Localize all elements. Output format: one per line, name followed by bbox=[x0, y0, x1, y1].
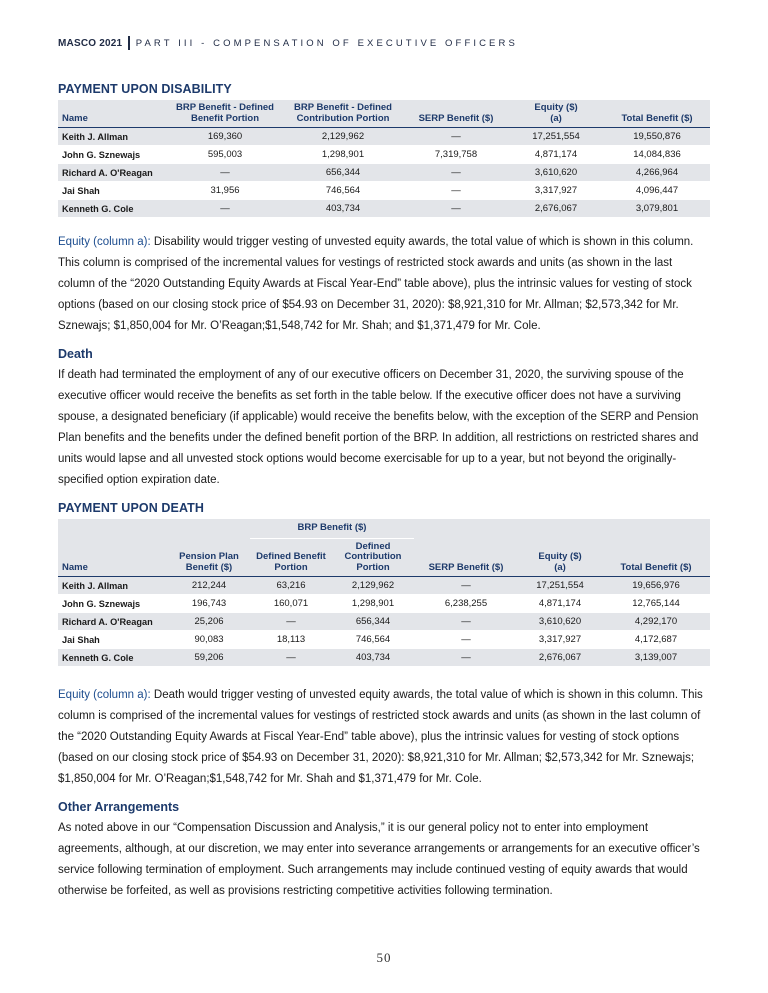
value-cell: — bbox=[414, 613, 518, 631]
death-heading: Death bbox=[58, 347, 93, 361]
value-cell: 17,251,554 bbox=[518, 577, 602, 595]
value-cell: 595,003 bbox=[168, 146, 282, 164]
other-arrangements-heading: Other Arrangements bbox=[58, 800, 180, 814]
value-cell: 3,079,801 bbox=[604, 200, 710, 218]
column-header: Total Benefit ($) bbox=[604, 100, 710, 128]
section-title: PART III - COMPENSATION OF EXECUTIVE OFFICERS bbox=[135, 37, 518, 49]
disability-table-title: PAYMENT UPON DISABILITY bbox=[58, 82, 232, 96]
value-cell: 31,956 bbox=[168, 182, 282, 200]
value-cell: 4,172,687 bbox=[602, 631, 710, 649]
brp-group-header: BRP Benefit ($) bbox=[250, 519, 414, 538]
header-divider bbox=[128, 36, 130, 50]
value-cell: 196,743 bbox=[168, 595, 250, 613]
row-name-cell: Kenneth G. Cole bbox=[58, 200, 168, 218]
value-cell: 14,084,836 bbox=[604, 146, 710, 164]
value-cell: 6,238,255 bbox=[414, 595, 518, 613]
column-header: SERP Benefit ($) bbox=[404, 100, 508, 128]
table-row bbox=[58, 577, 710, 595]
value-cell: 746,564 bbox=[332, 631, 414, 649]
table-row bbox=[58, 146, 710, 164]
row-name-cell: Richard A. O'Reagan bbox=[58, 613, 168, 631]
value-cell: — bbox=[414, 631, 518, 649]
value-cell: 17,251,554 bbox=[508, 128, 604, 146]
column-header: Total Benefit ($) bbox=[602, 538, 710, 577]
column-header: Defined Benefit Portion bbox=[250, 538, 332, 577]
value-cell: 59,206 bbox=[168, 649, 250, 667]
table-row bbox=[58, 613, 710, 631]
value-cell: 1,298,901 bbox=[332, 595, 414, 613]
disability-equity-note bbox=[58, 232, 710, 337]
death-paragraph: If death had terminated the employment of any of our executive officers on December 31, 2020, the surviving spouse of the executive officer would receive the benefits as set forth in the table below. If the executive officer does not have a surviving spouse, a designated beneficiary (if applicable) would receive the benefits below, with the exception of the SERP and Pension Plan benefits and the benefits under the defined benefit portion of the BRP. In addition, all restrictions on restricted shares and units would lapse and all unvested stock options would become exercisable for up to a year, but not beyond the originally-specified option expiration date. bbox=[58, 369, 699, 486]
value-cell: 2,676,067 bbox=[518, 649, 602, 667]
page-content bbox=[58, 82, 710, 902]
value-cell: 18,113 bbox=[250, 631, 332, 649]
value-cell: — bbox=[250, 613, 332, 631]
row-name-cell: Richard A. O'Reagan bbox=[58, 164, 168, 182]
value-cell: 19,550,876 bbox=[604, 128, 710, 146]
value-cell: 4,292,170 bbox=[602, 613, 710, 631]
column-header: Defined Contribution Portion bbox=[332, 538, 414, 577]
column-header: BRP Benefit - Defined Contribution Portion bbox=[282, 100, 404, 128]
column-header: Name bbox=[58, 538, 168, 577]
value-cell: 4,266,964 bbox=[604, 164, 710, 182]
value-cell: 656,344 bbox=[282, 164, 404, 182]
death-table-title: PAYMENT UPON DEATH bbox=[58, 501, 205, 515]
row-name-cell: Kenneth G. Cole bbox=[58, 649, 168, 667]
value-cell: 746,564 bbox=[282, 182, 404, 200]
value-cell: 169,360 bbox=[168, 128, 282, 146]
death-table-group-row bbox=[58, 519, 710, 538]
row-name-cell: Jai Shah bbox=[58, 182, 168, 200]
value-cell: 3,317,927 bbox=[508, 182, 604, 200]
value-cell: 4,871,174 bbox=[518, 595, 602, 613]
column-header: Equity ($) (a) bbox=[508, 100, 604, 128]
value-cell: 90,083 bbox=[168, 631, 250, 649]
death-table-header bbox=[58, 538, 710, 577]
value-cell: 2,676,067 bbox=[508, 200, 604, 218]
value-cell: — bbox=[250, 649, 332, 667]
value-cell: 3,317,927 bbox=[518, 631, 602, 649]
other-arrangements-paragraph: As noted above in our “Compensation Discussion and Analysis,” it is our general policy not to enter into employment agreements, although, at our discretion, we may enter into severance arrangements or arrangements for an executive officer’s service following termination of employment. Such arrangements may include continued vesting of equity awards that would otherwise be forfeited, as well as provisions restricting competitive activities following termination. bbox=[58, 822, 700, 897]
table-row bbox=[58, 200, 710, 218]
column-header: BRP Benefit - Defined Benefit Portion bbox=[168, 100, 282, 128]
row-name-cell: John G. Sznewajs bbox=[58, 146, 168, 164]
value-cell: 63,216 bbox=[250, 577, 332, 595]
table-row bbox=[58, 595, 710, 613]
page-header bbox=[58, 36, 518, 50]
value-cell: — bbox=[404, 200, 508, 218]
column-header: SERP Benefit ($) bbox=[414, 538, 518, 577]
disability-table-header bbox=[58, 100, 710, 128]
table-row bbox=[58, 631, 710, 649]
table-row bbox=[58, 128, 710, 146]
value-cell: 4,871,174 bbox=[508, 146, 604, 164]
value-cell: — bbox=[404, 164, 508, 182]
value-cell: 12,765,144 bbox=[602, 595, 710, 613]
value-cell: 2,129,962 bbox=[332, 577, 414, 595]
row-name-cell: Keith J. Allman bbox=[58, 577, 168, 595]
value-cell: — bbox=[404, 128, 508, 146]
value-cell: — bbox=[168, 164, 282, 182]
death-equity-note bbox=[58, 685, 710, 790]
value-cell: 403,734 bbox=[332, 649, 414, 667]
value-cell: 3,610,620 bbox=[508, 164, 604, 182]
value-cell: — bbox=[168, 200, 282, 218]
note-text: Disability would trigger vesting of unvested equity awards, the total value of which is shown in this column. This column is comprised of the incremental values for vestings of restricted stock awards and units (as shown in the last column of the “2020 Outstanding Equity Awards at Fiscal Year-End” table above), plus the intrinsic values for vesting of stock options (based on our closing stock price of $54.93 on December 31, 2020): $8,921,310 for Mr. Allman; $2,573,342 for Mr. Sznewajs; $1,850,004 for Mr. O’Reagan;$1,548,742 for Mr. Shah; and $1,371,479 for Mr. Cole. bbox=[58, 236, 694, 332]
row-name-cell: John G. Sznewajs bbox=[58, 595, 168, 613]
column-header: Equity ($) (a) bbox=[518, 538, 602, 577]
value-cell: 160,071 bbox=[250, 595, 332, 613]
value-cell: — bbox=[404, 182, 508, 200]
value-cell: 25,206 bbox=[168, 613, 250, 631]
company-name: MASCO 2021 bbox=[58, 37, 123, 49]
death-table bbox=[58, 519, 710, 667]
value-cell: 403,734 bbox=[282, 200, 404, 218]
table-row bbox=[58, 164, 710, 182]
row-name-cell: Keith J. Allman bbox=[58, 128, 168, 146]
value-cell: 1,298,901 bbox=[282, 146, 404, 164]
column-header: Pension Plan Benefit ($) bbox=[168, 538, 250, 577]
value-cell: 2,129,962 bbox=[282, 128, 404, 146]
value-cell: 656,344 bbox=[332, 613, 414, 631]
value-cell: 3,139,007 bbox=[602, 649, 710, 667]
value-cell: 3,610,620 bbox=[518, 613, 602, 631]
note-lead: Equity (column a): bbox=[58, 236, 151, 248]
table-row bbox=[58, 182, 710, 200]
note-lead: Equity (column a): bbox=[58, 689, 151, 701]
column-header: Name bbox=[58, 100, 168, 128]
value-cell: — bbox=[414, 577, 518, 595]
note-text: Death would trigger vesting of unvested equity awards, the total value of which is shown in this column. This column is comprised of the incremental values for vestings of restricted stock awards and units (as shown in the last column of the “2020 Outstanding Equity Awards at Fiscal Year-End” table above), plus the intrinsic values for vesting of stock options (based on our closing stock price of $54.93 on December 31, 2020): $8,921,310 for Mr. Allman; $2,573,342 for Mr. Sznewajs; $1,850,004 for Mr. O’Reagan;$1,548,742 for Mr. Shah and $1,371,479 for Mr. Cole. bbox=[58, 689, 703, 785]
disability-table bbox=[58, 100, 710, 218]
value-cell: — bbox=[414, 649, 518, 667]
value-cell: 4,096,447 bbox=[604, 182, 710, 200]
table-row bbox=[58, 649, 710, 667]
value-cell: 7,319,758 bbox=[404, 146, 508, 164]
value-cell: 19,656,976 bbox=[602, 577, 710, 595]
value-cell: 212,244 bbox=[168, 577, 250, 595]
page-number: 50 bbox=[376, 950, 392, 965]
row-name-cell: Jai Shah bbox=[58, 631, 168, 649]
